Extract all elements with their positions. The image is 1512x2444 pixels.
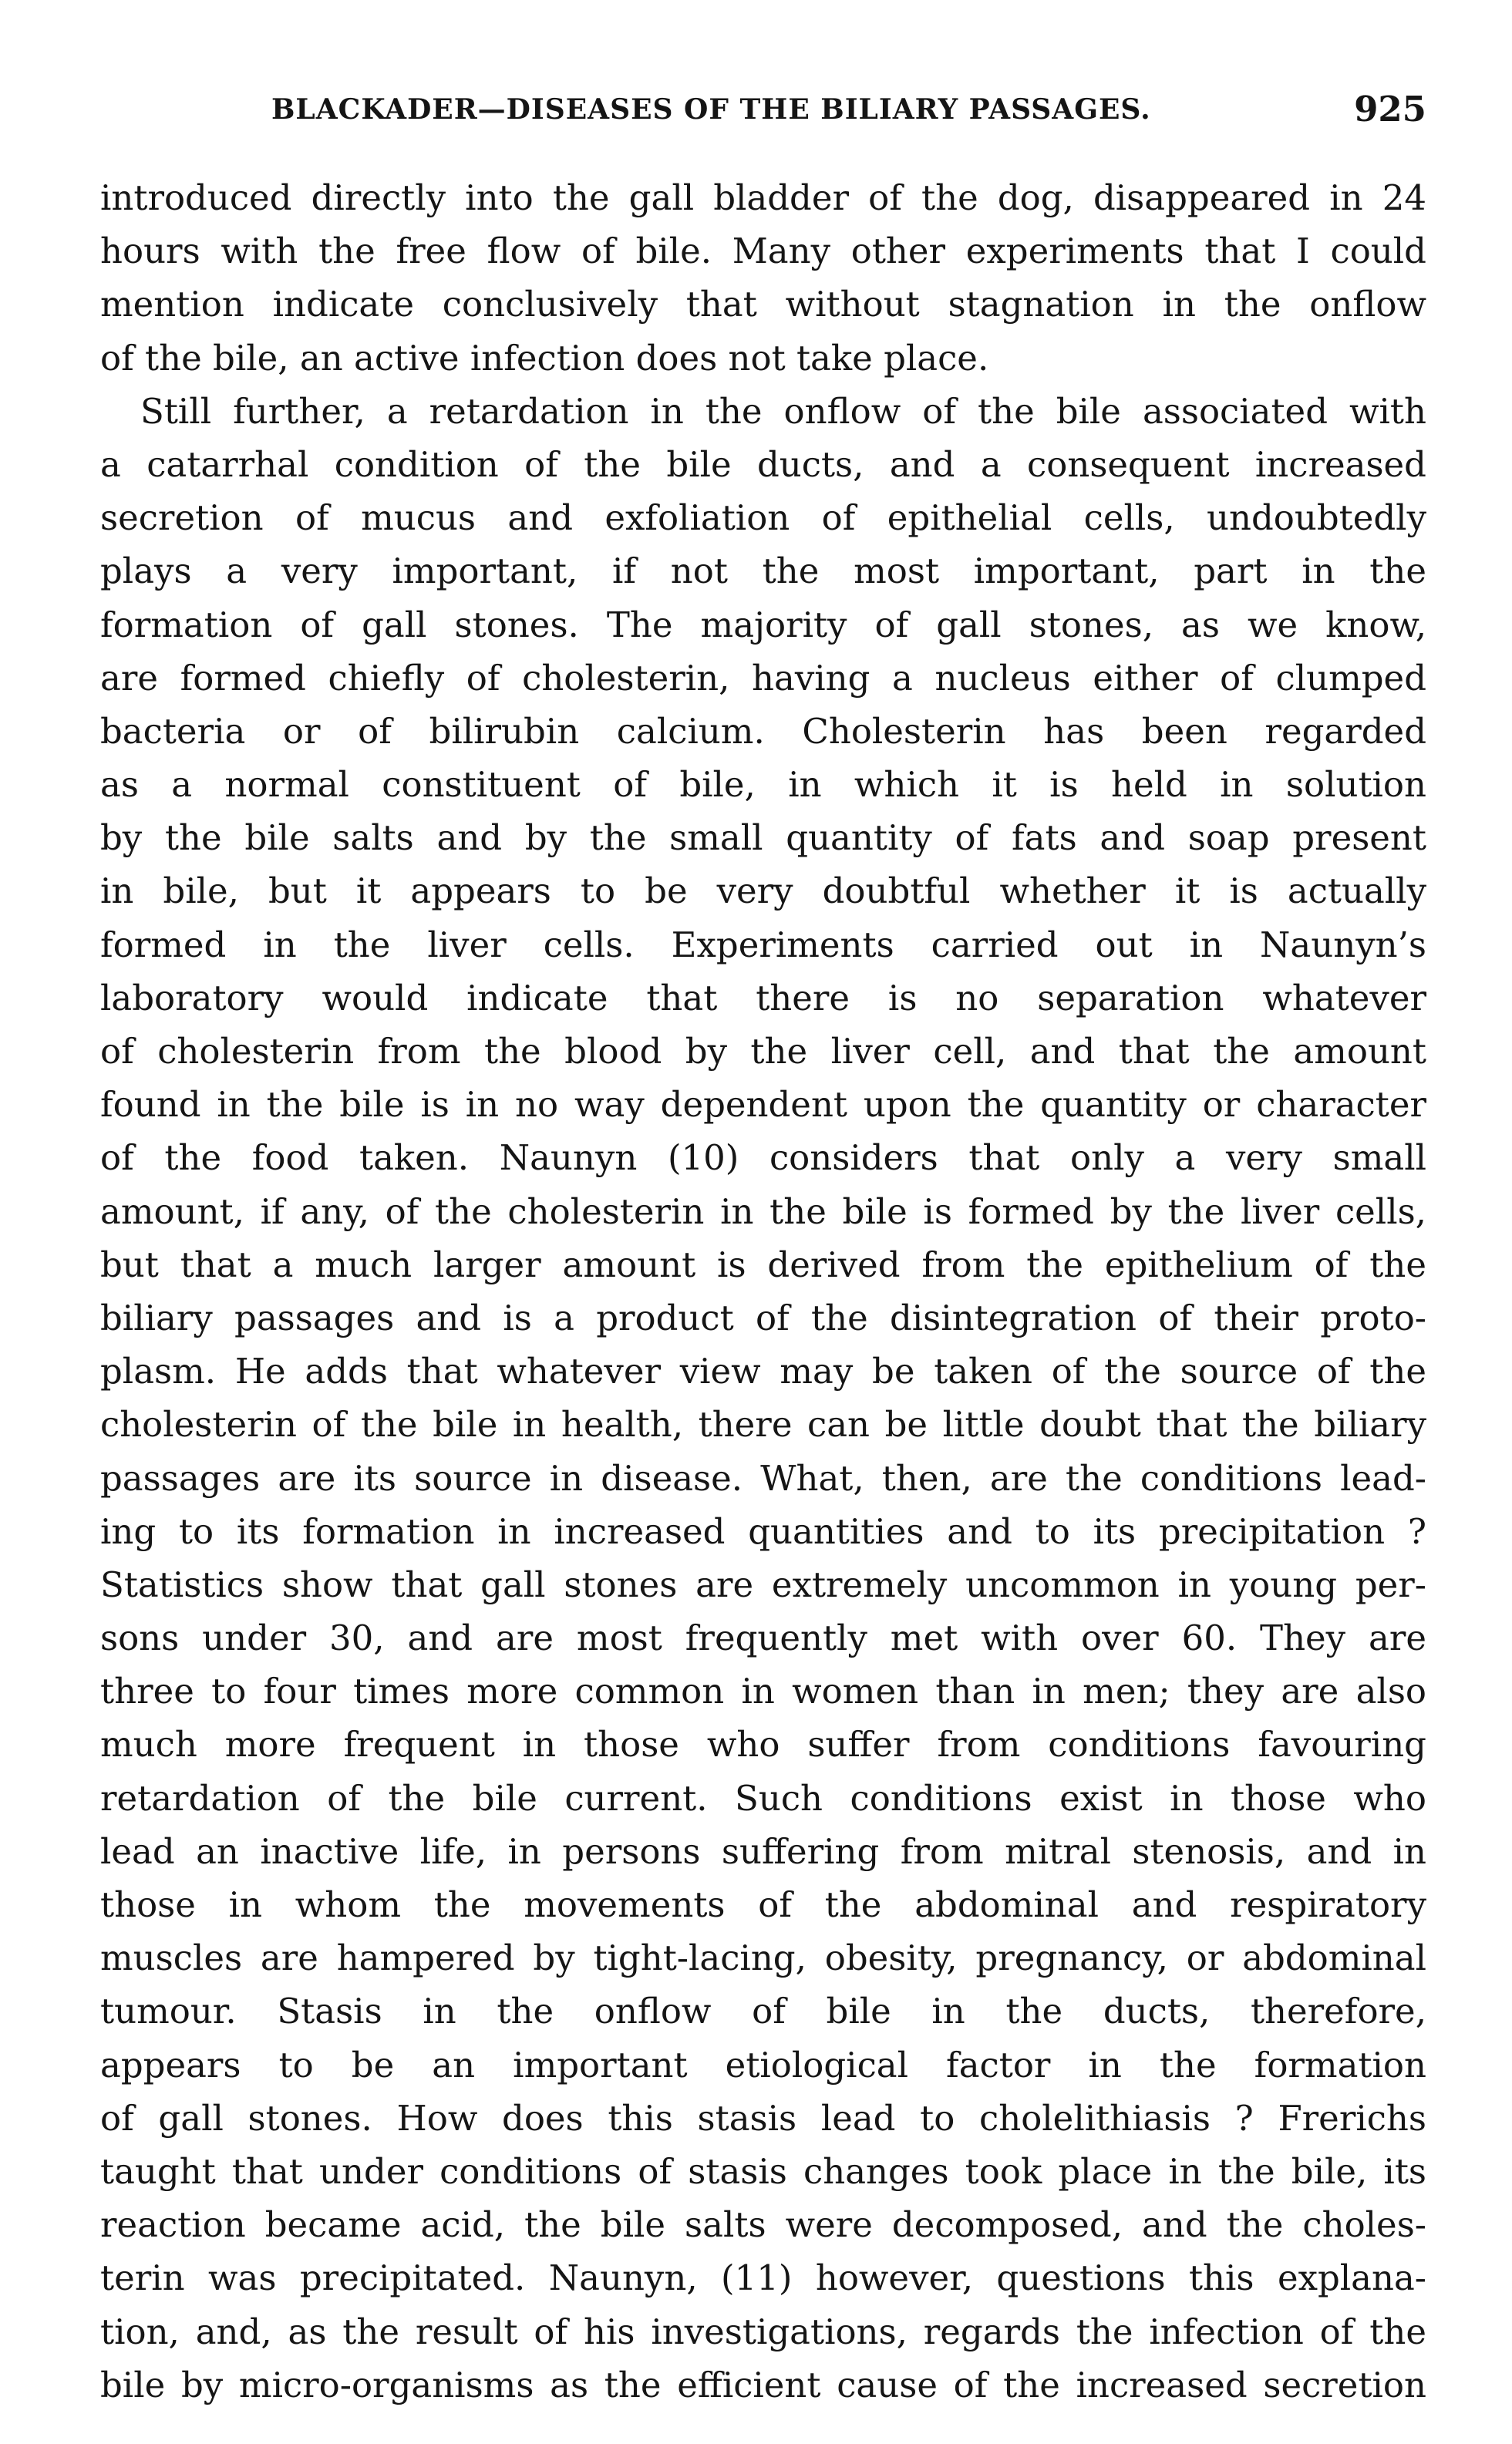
text-line: in bile, but it appears to be very doubtful whether it is actually (100, 870, 1426, 912)
text-line: but that a much larger amount is derived from the epithelium of the (100, 1244, 1426, 1285)
text-line: passages are its source in disease. What, then, are the conditions lead- (100, 1457, 1426, 1499)
text-line: of the bile, an active infection does not take place. (100, 337, 989, 379)
text-line: mention indicate conclusively that without stagnation in the onflow (100, 284, 1426, 325)
text-line: amount, if any, of the cholesterin in the bile is formed by the liver cells, (100, 1190, 1426, 1232)
text-line: much more frequent in those who suffer from conditions favouring (100, 1724, 1426, 1766)
text-line: tion, and, as the result of his investigations, regards the infection of the (100, 2311, 1426, 2352)
text-line: terin was precipitated. Naunyn, (11) however, questions this explana- (100, 2257, 1426, 2299)
text-line: reaction became acid, the bile salts were decomposed, and the choles- (100, 2204, 1426, 2246)
text-line: bacteria or of bilirubin calcium. Cholesterin has been regarded (100, 710, 1426, 752)
text-line: taught that under conditions of stasis changes took place in the bile, its (100, 2150, 1426, 2192)
text-line: sons under 30, and are most frequently met with over 60. They are (100, 1618, 1426, 1659)
text-line: of gall stones. How does this stasis lead to cholelithiasis ? Frerichs (100, 2097, 1426, 2139)
text-line: introduced directly into the gall bladder of the dog, disappeared in 24 (100, 177, 1426, 218)
text-line: appears to be an important etiological factor in the formation (100, 2044, 1426, 2085)
text-line: formed in the liver cells. Experiments carried out in Naunyn’s (100, 924, 1426, 965)
text-line: those in whom the movements of the abdominal and respiratory (100, 1884, 1426, 1925)
text-line: cholesterin of the bile in health, there can be little doubt that the biliary (100, 1404, 1426, 1446)
text-line: formation of gall stones. The majority of gall stones, as we know, (100, 604, 1426, 645)
text-line: tumour. Stasis in the onflow of bile in the ducts, therefore, (100, 1991, 1426, 2032)
text-line: ing to its formation in increased quantities and to its precipitation ? (100, 1510, 1426, 1552)
text-line: bile by micro-organisms as the efficient cause of the increased secretion (100, 2364, 1426, 2405)
text-line: three to four times more common in women than in men; they are also (100, 1671, 1426, 1712)
text-line: secretion of mucus and exfoliation of epithelial cells, undoubtedly (100, 497, 1426, 539)
text-line: laboratory would indicate that there is no separation whatever (100, 977, 1426, 1018)
text-line: found in the bile is in no way dependent upon the quantity or character (100, 1084, 1426, 1126)
page-number: 925 (1354, 89, 1426, 130)
text-line: of cholesterin from the blood by the liver cell, and that the amount (100, 1031, 1426, 1072)
text-line: plasm. He adds that whatever view may be taken of the source of the (100, 1351, 1426, 1392)
text-line: as a normal constituent of bile, in which it is held in solution (100, 764, 1426, 806)
text-line: Still further, a retardation in the onflow of the bile associated with (140, 390, 1426, 432)
text-line: biliary passages and is a product of the disintegration of their proto- (100, 1297, 1426, 1338)
text-line: plays a very important, if not the most important, part in the (100, 550, 1426, 592)
text-line: a catarrhal condition of the bile ducts, and a consequent increased (100, 443, 1426, 485)
running-title: BLACKADER—DISEASES OF THE BILIARY PASSAGES. (271, 93, 1151, 126)
text-line: are formed chiefly of cholesterin, having a nucleus either of clumped (100, 657, 1426, 699)
text-line: Statistics show that gall stones are extremely uncommon in young per- (100, 1564, 1426, 1605)
text-line: of the food taken. Naunyn (10) considers that only a very small (100, 1137, 1426, 1179)
text-line: retardation of the bile current. Such conditions exist in those who (100, 1777, 1426, 1819)
text-line: by the bile salts and by the small quantity of fats and soap present (100, 817, 1426, 859)
running-head (100, 89, 1426, 135)
body-text (100, 171, 1426, 2412)
text-line: muscles are hampered by tight-lacing, obesity, pregnancy, or abdominal (100, 1937, 1426, 1979)
text-line: lead an inactive life, in persons suffering from mitral stenosis, and in (100, 1830, 1426, 1872)
text-line: hours with the free flow of bile. Many other experiments that I could (100, 231, 1426, 272)
